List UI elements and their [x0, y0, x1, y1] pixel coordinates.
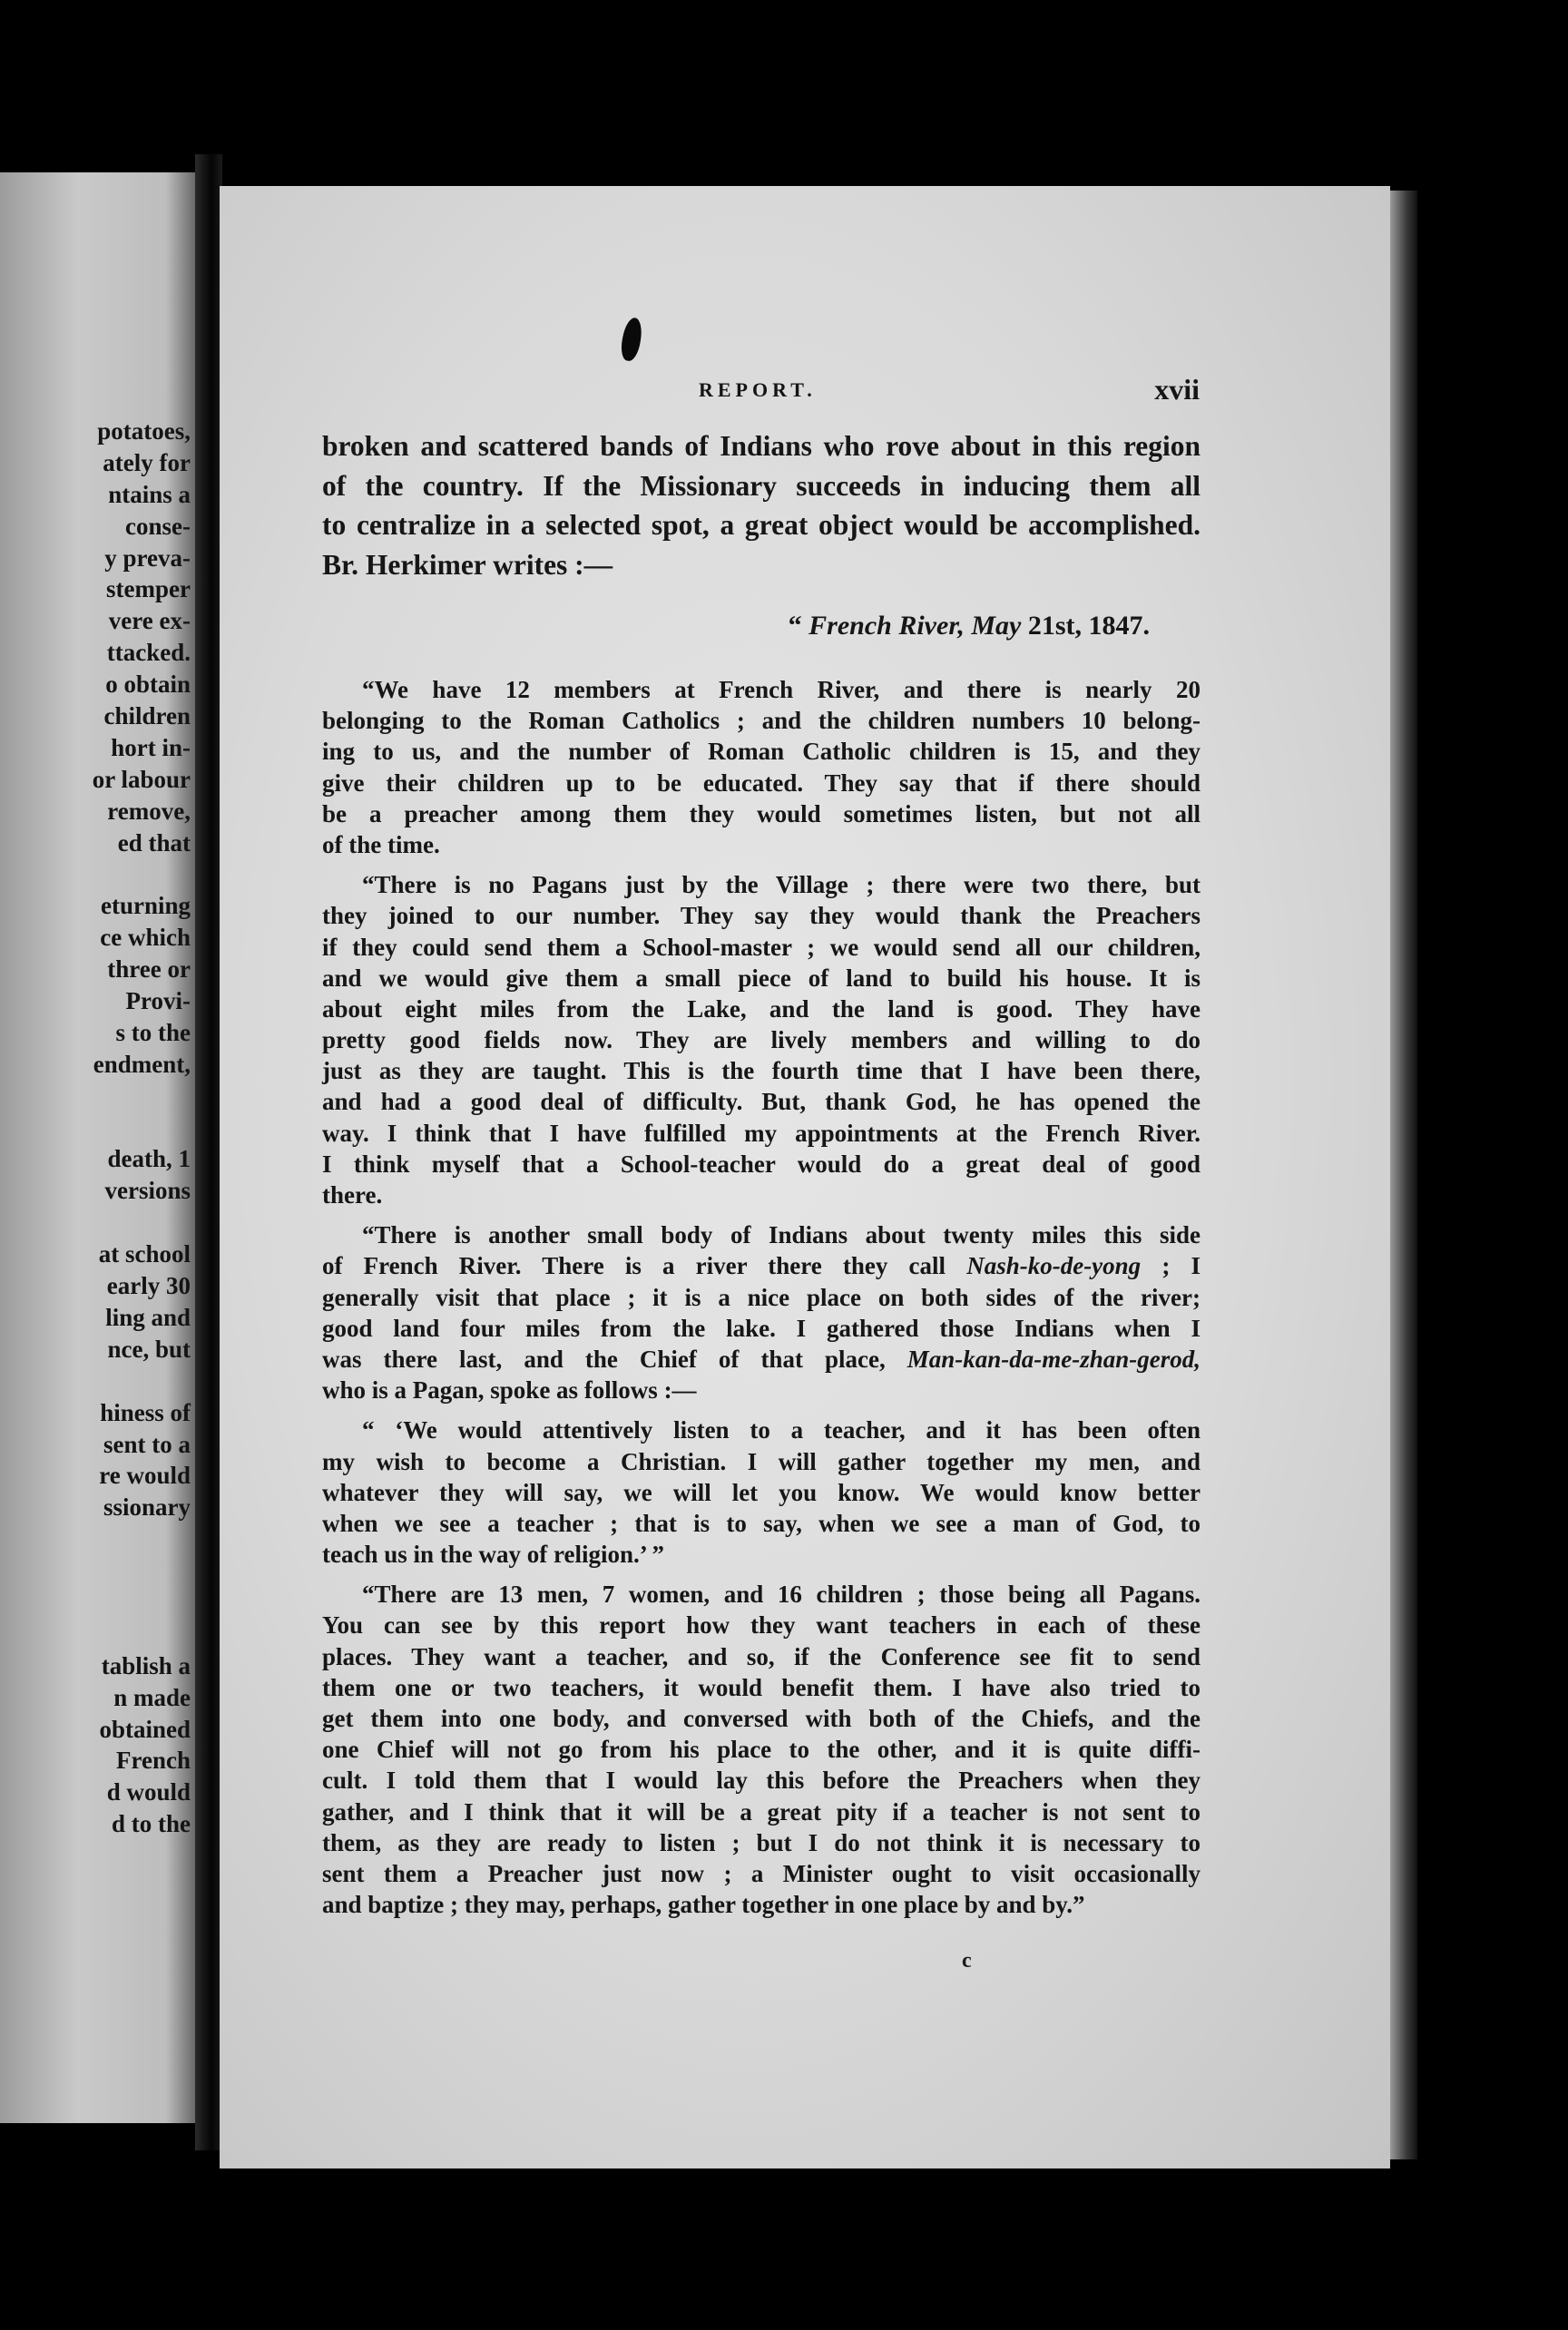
previous-page-text	[0, 416, 192, 1840]
intro-line: broken and scattered bands of Indians who rove about in this region	[322, 430, 1200, 462]
paragraph-line: teach us in the way of religion.’ ”	[322, 1541, 664, 1569]
intro-line: to centralize in a selected spot, a great object would be accomplished.	[322, 509, 1200, 541]
previous-page-line	[0, 858, 192, 890]
dateline-place: French River, May	[808, 611, 1022, 641]
paragraph-line: pretty good fields now. They are lively members and willing to do	[322, 1026, 1200, 1054]
paragraph-line: generally visit that place ; it is a nice place on both sides of the river;	[322, 1283, 1200, 1311]
paragraph-line: and baptize ; they may, perhaps, gather together in one place by and by.”	[322, 1891, 1085, 1919]
previous-page-fragment	[0, 172, 195, 2123]
paragraph-line: cult. I told them that I would lay this before the Preachers when they	[322, 1767, 1200, 1795]
paragraph-line: “There are 13 men, 7 women, and 16 children ; those being all Pagans.	[362, 1581, 1200, 1609]
paragraph-line: my wish to become a Christian. I will gather together my men, and	[322, 1447, 1200, 1475]
previous-page-line: y preva-	[104, 543, 191, 572]
previous-page-line	[0, 1555, 192, 1587]
paragraph	[322, 869, 1200, 1210]
running-head	[325, 373, 1200, 415]
paragraph-line: of the time.	[322, 830, 440, 858]
intro-line: Br. Herkimer writes :—	[322, 548, 613, 581]
paragraph-line: and had a good deal of difficulty. But, thank God, he has opened the	[322, 1088, 1200, 1116]
line-tail: ; I	[1141, 1252, 1200, 1280]
paragraph-line: belonging to the Roman Catholics ; and the children numbers 10 belong-	[322, 707, 1200, 735]
previous-page-line	[0, 1619, 192, 1650]
previous-page-line: d would	[106, 1778, 191, 1806]
previous-page-line: ssionary	[103, 1493, 191, 1522]
paragraph-line: ing to us, and the number of Roman Catholic children is 15, and they	[322, 738, 1200, 766]
previous-page-line: d to the	[112, 1810, 191, 1838]
previous-page-line	[0, 1587, 192, 1619]
previous-page-line: s to the	[115, 1018, 191, 1046]
paragraph-line: and we would give them a small piece of land to build his house. It is	[322, 964, 1200, 992]
previous-page-line: or labour	[92, 765, 191, 793]
paragraph-line: when we see a teacher ; that is to say, when we see a man of God, to	[322, 1509, 1200, 1537]
previous-page-line: tablish a	[101, 1651, 191, 1679]
previous-page-line: ling and	[105, 1303, 191, 1331]
previous-page-line: ed that	[117, 828, 191, 857]
paragraph-line: “There is another small body of Indians about twenty miles this side	[362, 1221, 1200, 1249]
previous-page-line: obtained	[99, 1715, 191, 1743]
paragraph-line: “ ‘We would attentively listen to a teacher, and it has been often	[362, 1416, 1200, 1444]
paragraph-line: whatever they will say, we will let you know. We would know better	[322, 1478, 1200, 1506]
paragraph-line	[322, 1344, 1200, 1375]
dateline-quote: “	[788, 611, 802, 641]
previous-page-line: re would	[99, 1462, 191, 1490]
paragraph-line: who is a Pagan, spoke as follows :—	[322, 1376, 697, 1405]
intro-line: of the country. If the Missionary succeeds in inducing them all	[322, 469, 1200, 502]
previous-page-line: ately for	[103, 448, 191, 476]
paragraph-line: way. I think that I have fulfilled my appointments at the French River.	[322, 1119, 1200, 1147]
paragraph-line: I think myself that a School-teacher would do a great deal of good	[322, 1150, 1200, 1178]
paragraph-line: be a preacher among them they would sometimes listen, but not all	[322, 799, 1200, 827]
paragraph-line: there.	[322, 1181, 383, 1209]
letter-dateline	[322, 611, 1150, 641]
previous-page-line	[0, 1366, 192, 1397]
paragraph-line: sent them a Preacher just now ; a Minister ought to visit occasionally	[322, 1859, 1200, 1887]
paragraph-line	[322, 1250, 1200, 1281]
page-number: xvii	[1154, 373, 1200, 406]
previous-page-line: stemper	[106, 575, 191, 603]
book-gutter	[195, 154, 222, 2150]
previous-page-line	[0, 1081, 192, 1112]
previous-page-line	[0, 1112, 192, 1144]
previous-page-line: o obtain	[105, 671, 191, 699]
previous-page-line: sent to a	[103, 1430, 191, 1458]
paragraph-line: You can see by this report how they want teachers in each of these	[322, 1611, 1200, 1640]
paragraph	[322, 1219, 1200, 1405]
previous-page-line: ce which	[100, 924, 191, 952]
previous-page-line: three or	[107, 955, 191, 984]
previous-page-line: remove,	[107, 797, 191, 825]
previous-page-line: Provi-	[125, 987, 191, 1015]
running-head-title: REPORT.	[699, 378, 817, 401]
dateline-date: 21st, 1847.	[1027, 611, 1150, 641]
paragraph-line: good land four miles from the lake. I gathered those Indians when I	[322, 1314, 1200, 1342]
river-name: Nash-ko-de-yong	[966, 1252, 1142, 1280]
paragraph-line: about eight miles from the Lake, and the land is good. They have	[322, 994, 1200, 1023]
paragraph-line: “There is no Pagans just by the Village ; there were two there, but	[362, 871, 1200, 899]
paragraph-line: if they could send them a School-master ; we would send all our children,	[322, 933, 1200, 961]
previous-page-line: endment,	[93, 1050, 191, 1078]
previous-page-line: versions	[104, 1177, 191, 1205]
previous-page-line: eturning	[100, 892, 191, 920]
chief-name: Man-kan-da-me-zhan-gerod,	[906, 1345, 1200, 1373]
previous-page-line	[0, 1523, 192, 1555]
previous-page-line: hort in-	[111, 733, 191, 761]
signature-mark: c	[962, 1949, 972, 1973]
previous-page-line: ttacked.	[106, 639, 191, 667]
page-edge	[1390, 191, 1417, 2159]
previous-page-line: French	[116, 1747, 191, 1775]
previous-page-line: ntains a	[108, 480, 191, 508]
previous-page-line: potatoes,	[97, 417, 191, 445]
previous-page-line: n made	[113, 1683, 191, 1711]
paragraph-line: them, as they are ready to listen ; but I do not think it is necessary to	[322, 1828, 1200, 1856]
line-text: was there last, and the Chief of that place,	[322, 1345, 886, 1373]
paragraph	[322, 1579, 1200, 1920]
letter-body	[322, 674, 1200, 1929]
previous-page-line: at school	[98, 1240, 191, 1268]
paragraph-line: gather, and I think that it will be a great pity if a teacher is not sent to	[322, 1797, 1200, 1826]
paragraph-line: one Chief will not go from his place to the other, and it is quite diffi-	[322, 1736, 1200, 1764]
paragraph-line: get them into one body, and conversed with both of the Chiefs, and the	[322, 1705, 1200, 1732]
paragraph-line: they joined to our number. They say they would thank the Preachers	[322, 902, 1200, 930]
paragraph-line: just as they are taught. This is the fourth time that I have been there,	[322, 1057, 1200, 1085]
previous-page-line: children	[103, 702, 191, 730]
paragraph-line: places. They want a teacher, and so, if the Conference see fit to send	[322, 1642, 1200, 1670]
previous-page-line: hiness of	[100, 1398, 191, 1426]
previous-page-line	[0, 1207, 192, 1238]
previous-page-line: early 30	[106, 1272, 191, 1300]
previous-page-line: death, 1	[107, 1145, 191, 1173]
previous-page-line: vere ex-	[108, 607, 191, 635]
paragraph-line: them one or two teachers, it would benefit them. I have also tried to	[322, 1673, 1200, 1701]
paragraph-line: “We have 12 members at French River, and there is nearly 20	[362, 676, 1200, 703]
previous-page-line: nce, but	[107, 1335, 191, 1363]
paragraph	[322, 674, 1200, 860]
line-text: of French River. There is a river there they call	[322, 1252, 946, 1280]
paragraph-line: give their children up to be educated. They say that if there should	[322, 769, 1200, 797]
paragraph	[322, 1415, 1200, 1570]
previous-page-line: conse-	[125, 512, 191, 540]
intro-paragraph	[322, 426, 1200, 584]
